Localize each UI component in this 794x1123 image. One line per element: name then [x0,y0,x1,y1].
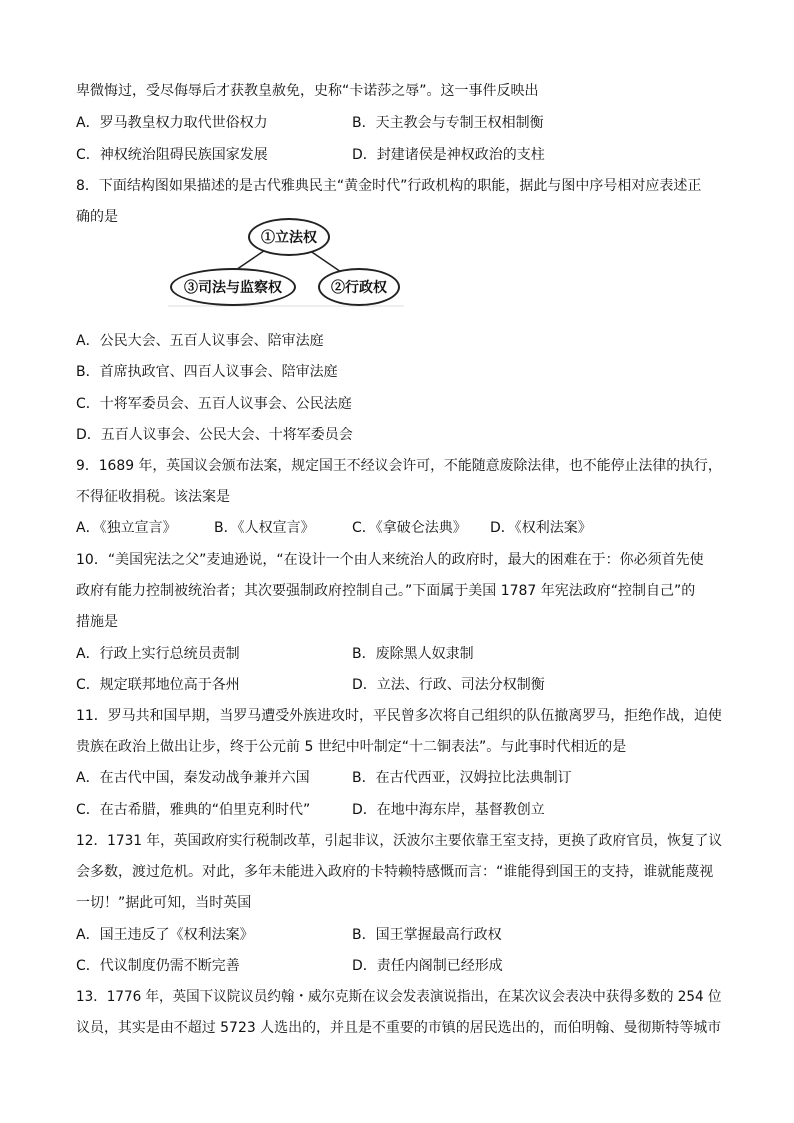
q8-stem-line1: 8．下面结构图如果描述的是古代雅典民主“黄金时代”行政机构的职能，据此与图中序号相对应表述正 [76,178,702,194]
q8-option-d: D．五百人议事会、公民大会、十将军委员会 [76,427,353,443]
q11-stem-line2: 贵族在政治上做出让步，终于公元前 5 世纪中叶制定“十二铜表法”。与此事时代相近的是 [76,739,627,755]
node-executive-power: ②行政权 [318,268,400,306]
q8-option-c: C．十将军委员会、五百人议事会、公民法庭 [76,396,352,412]
q10-stem-line3: 措施是 [76,614,118,630]
q10-option-a: A．行政上实行总统员责制 [76,646,240,662]
node-legislative-power: ①立法权 [248,218,330,256]
q13-stem-line1: 13．1776 年，英国下议院议员约翰・威尔克斯在议会发表演说指出，在某次议会表决中获得多数的 254 位 [76,989,722,1005]
q8-option-b: B．首席执政官、四百人议事会、陪审法庭 [76,364,338,380]
q13-stem-line2: 议员，其实是由不超过 5723 人选出的，并且是不重要的市镇的居民选出的，而伯明翰、曼彻斯特等城市 [76,1020,722,1036]
power-structure-diagram [168,216,404,308]
q8-option-a: A．公民大会、五百人议事会、陪审法庭 [76,333,324,349]
q11-option-b: B．在古代西亚，汉姆拉比法典制订 [352,770,572,786]
q9-option-b: B．《人权宣言》 [214,520,315,536]
q11-option-c: C．在古希腊，雅典的“伯里克利时代” [76,802,311,818]
q12-stem-line3: 一切！”据此可知，当时英国 [76,895,252,911]
q10-option-b: B．废除黑人奴隶制 [352,646,474,662]
q12-stem-line2: 会多数，渡过危机。对此，多年未能进入政府的卡特赖特感慨而言：“谁能得到国王的支持，谁就能蔑视 [76,864,714,880]
q7-option-d: D．封建诸侯是神权政治的支柱 [352,147,545,163]
q7-stem: 卑微悔过，受尽侮辱后才获教皇赦免，史称“卡诺莎之辱”。这一事件反映出 [76,83,539,99]
q8-stem-line2: 确的是 [76,209,118,225]
q10-option-d: D．立法、行政、司法分权制衡 [352,677,545,693]
q7-option-b: B．天主教会与专制王权相制衡 [352,115,544,131]
q11-option-d: D．在地中海东岸，基督教创立 [352,802,545,818]
node-judicial-supervisory-power: ③司法与监察权 [170,268,296,306]
q10-stem-line2: 政府有能力控制被统治者；其次要强制政府控制自己。”下面属于美国 1787 年宪法政府“控制自己”的 [76,583,696,599]
q9-stem-line2: 不得征收捐税。该法案是 [76,489,230,505]
q9-option-a: A．《独立宣言》 [76,520,177,536]
q10-option-c: C．规定联邦地位高于各州 [76,677,240,693]
q9-option-c: C．《拿破仑法典》 [352,520,467,536]
q12-option-d: D．责任内阁制已经形成 [352,958,503,974]
q12-option-a: A．国王违反了《权利法案》 [76,927,254,943]
q10-stem-line1: 10．“美国宪法之父”麦迪逊说，“在设计一个由人来统治人的政府时，最大的困难在于：你必须首先使 [76,552,704,568]
q7-option-a: A．罗马教皇权力取代世俗权力 [76,115,268,131]
q12-option-c: C．代议制度仍需不断完善 [76,958,240,974]
q9-stem-line1: 9．1689 年，英国议会颁布法案，规定国王不经议会许可，不能随意废除法律，也不能停止法律的执行， [76,458,722,474]
q12-stem-line1: 12．1731 年，英国政府实行税制改革，引起非议，沃波尔主要依靠王室支持，更换了政府官员，恢复了议 [76,833,723,849]
q7-option-c: C．神权统治阻碍民族国家发展 [76,147,268,163]
q11-option-a: A．在古代中国，秦发动战争兼并六国 [76,770,310,786]
q11-stem-line1: 11．罗马共和国早期，当罗马遭受外族进攻时，平民曾多次将自己组织的队伍撤离罗马，拒绝作战，迫使 [76,708,722,724]
q9-option-d: D．《权利法案》 [490,520,592,536]
q12-option-b: B．国王掌握最高行政权 [352,927,502,943]
